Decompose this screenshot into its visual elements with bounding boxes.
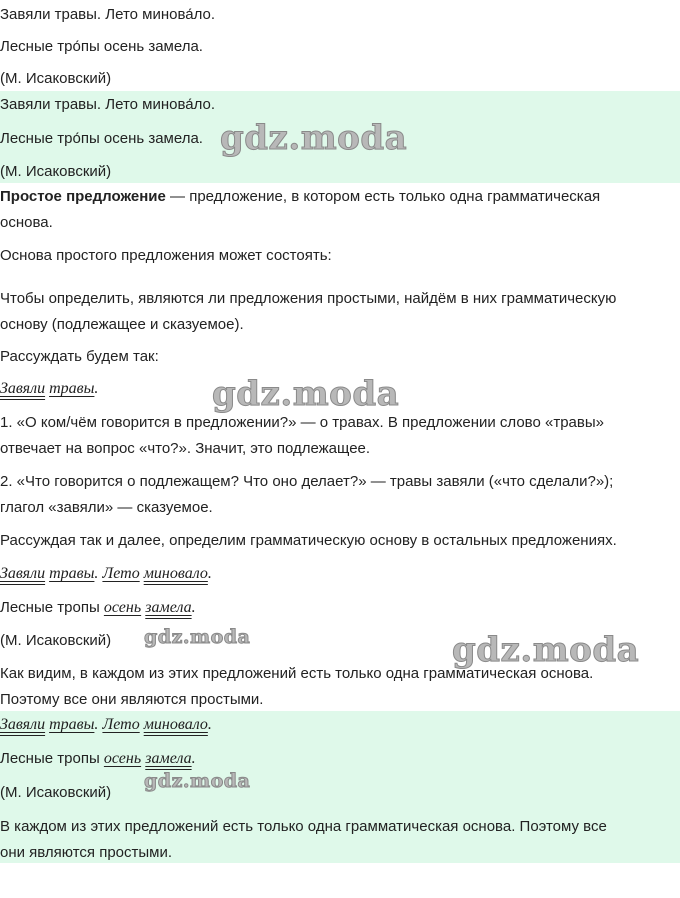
subject-word: травы (49, 716, 95, 733)
marked-line-1: Завяли травы. Лето миновало. (0, 565, 212, 582)
plain-text: Лесные тропы (0, 599, 104, 616)
period: . (94, 380, 99, 397)
answer-marked-author: (М. Исаковский) (0, 784, 112, 801)
subject-word: травы (49, 565, 95, 582)
answer-poem-line-2: Лесные тро́пы осень замела. (0, 130, 203, 147)
predicate-word: Завяли (0, 565, 46, 582)
answer-marked-line-1: Завяли травы. Лето миновало. (0, 716, 212, 733)
answer-conclusion-line-2: они являются простыми. (0, 844, 173, 861)
subject-word: осень (103, 599, 142, 616)
predicate-word: миновало (143, 716, 208, 733)
poem-line-1: Завяли травы. Лето минова́ло. (0, 6, 216, 23)
watermark-logo: gdz.moda (452, 630, 640, 670)
step-1-line-2: отвечает на вопрос «что?». Значит, это подлежащее. (0, 440, 371, 457)
how-to-line-2: основу (подлежащее и сказуемое). (0, 316, 244, 333)
answer-poem-line-1: Завяли травы. Лето минова́ло. (0, 96, 216, 113)
poem-author: (М. Исаковский) (0, 70, 112, 87)
marked-line-2: Лесные тропы осень замела. (0, 599, 196, 616)
definition-term: Простое предложение (0, 188, 166, 205)
watermark-logo: gdz.moda (144, 626, 251, 648)
marked-author: (М. Исаковский) (0, 632, 112, 649)
watermark-logo: gdz.moda (220, 118, 408, 158)
predicate-word: миновало (143, 565, 208, 582)
subject-word: травы (49, 380, 95, 397)
conclusion-line-1: Как видим, в каждом из этих предложений есть только одна грамматическая основа. (0, 665, 594, 682)
subject-word: Лето (102, 565, 140, 582)
answer-marked-line-2: Лесные тропы осень замела. (0, 750, 196, 767)
definition-line-1 (0, 188, 600, 206)
definition-text: — предложение, в котором есть только одна грамматическая (165, 188, 601, 205)
subject-word: Лето (102, 716, 140, 733)
step-2-line-2: глагол «завяли» — сказуемое. (0, 499, 213, 516)
how-to-line-1: Чтобы определить, являются ли предложения простыми, найдём в них грамматическую (0, 290, 617, 307)
watermark-logo: gdz.moda (212, 374, 400, 414)
definition-line-2: основа. (0, 214, 53, 231)
step-1-line-1: 1. «О ком/чём говорится в предложении?» — о травах. В предложении слово «травы» (0, 414, 604, 431)
poem-line-2: Лесные тро́пы осень замела. (0, 38, 203, 55)
subject-word: осень (103, 750, 142, 767)
conclusion-line-2: Поэтому все они являются простыми. (0, 691, 264, 708)
plain-text: Лесные тропы (0, 750, 104, 767)
predicate-word: Завяли (0, 380, 46, 397)
step-2-line-1: 2. «Что говорится о подлежащем? Что оно делает?» — травы завяли («что сделали?»); (0, 473, 614, 490)
watermark-logo: gdz.moda (144, 770, 251, 792)
basis-intro: Основа простого предложения может состоять: (0, 247, 332, 264)
reasoning-intro: Рассуждать будем так: (0, 348, 159, 365)
predicate-word: Завяли (0, 716, 46, 733)
answer-poem-author: (М. Исаковский) (0, 163, 112, 180)
answer-conclusion-line-1: В каждом из этих предложений есть только одна грамматическая основа. Поэтому все (0, 818, 607, 835)
predicate-word: замела (145, 599, 192, 616)
predicate-word: замела (145, 750, 192, 767)
continue-text: Рассуждая так и далее, определим грамматическую основу в остальных предложениях. (0, 532, 617, 549)
example-sentence (0, 380, 98, 398)
